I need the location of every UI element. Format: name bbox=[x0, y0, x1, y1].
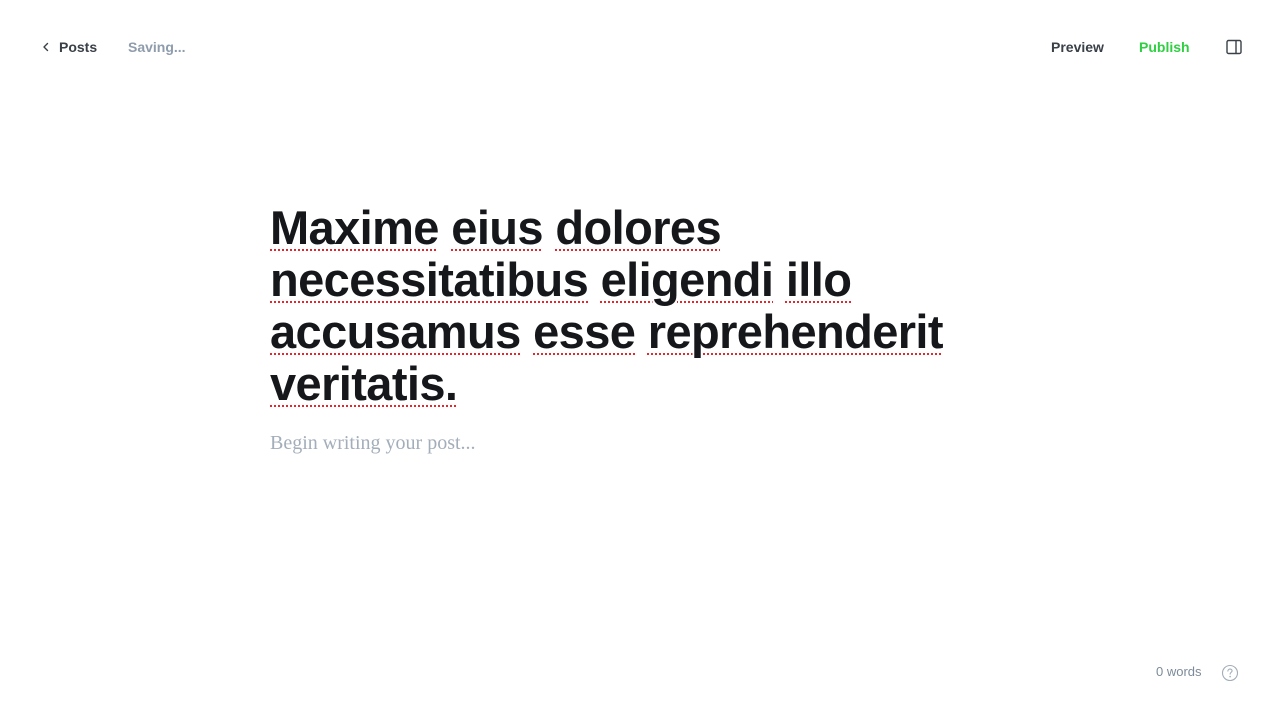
title-word: veritatis. bbox=[270, 357, 458, 410]
word-count: 0 words bbox=[1156, 664, 1202, 679]
chevron-left-icon bbox=[40, 41, 52, 53]
title-word: necessitatibus bbox=[270, 253, 589, 306]
back-link-label: Posts bbox=[59, 39, 98, 55]
title-word: dolores bbox=[555, 201, 721, 254]
publish-button[interactable]: Publish bbox=[1139, 39, 1190, 55]
question-circle-icon[interactable] bbox=[1221, 664, 1239, 682]
title-word: reprehenderit bbox=[647, 305, 943, 358]
title-word: esse bbox=[533, 305, 636, 358]
back-to-posts-link[interactable] bbox=[40, 37, 97, 57]
title-word: Maxime bbox=[270, 201, 439, 254]
sidebar-toggle-icon[interactable] bbox=[1225, 38, 1243, 56]
title-word: illo bbox=[785, 253, 852, 306]
post-editor bbox=[270, 202, 1010, 457]
post-body-input[interactable]: Begin writing your post... bbox=[270, 432, 476, 454]
save-status: Saving... bbox=[128, 39, 186, 55]
editor-header bbox=[0, 0, 1280, 94]
title-word: eius bbox=[451, 201, 543, 254]
title-word: eligendi bbox=[600, 253, 774, 306]
title-word: accusamus bbox=[270, 305, 521, 358]
post-title-input[interactable] bbox=[270, 202, 1010, 410]
preview-button[interactable]: Preview bbox=[1051, 39, 1104, 55]
